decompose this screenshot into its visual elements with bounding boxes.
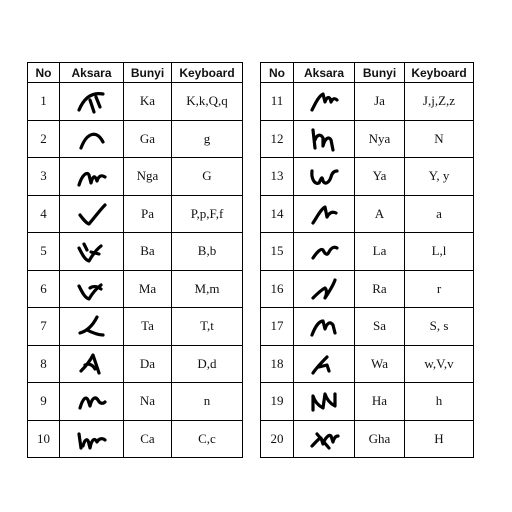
cell-bunyi: Ha bbox=[355, 383, 405, 421]
header-no: No bbox=[261, 63, 294, 83]
table-row bbox=[261, 345, 474, 383]
cell-keyboard: T,t bbox=[172, 308, 243, 346]
header-bunyi: Bunyi bbox=[124, 63, 172, 83]
aksara-ra-glyph bbox=[294, 270, 355, 308]
table-row bbox=[261, 120, 474, 158]
cell-keyboard: B,b bbox=[172, 233, 243, 271]
cell-no: 10 bbox=[28, 420, 60, 458]
header-row bbox=[28, 63, 243, 83]
cell-bunyi: Pa bbox=[124, 195, 172, 233]
cell-bunyi: Ca bbox=[124, 420, 172, 458]
header-no: No bbox=[28, 63, 60, 83]
header-aksara: Aksara bbox=[60, 63, 124, 83]
table-row bbox=[28, 420, 243, 458]
cell-no: 7 bbox=[28, 308, 60, 346]
cell-bunyi: A bbox=[355, 195, 405, 233]
table-row bbox=[28, 195, 243, 233]
cell-no: 17 bbox=[261, 308, 294, 346]
aksara-ma-glyph bbox=[60, 270, 124, 308]
table-row bbox=[28, 270, 243, 308]
cell-keyboard: g bbox=[172, 120, 243, 158]
aksara-ha-glyph bbox=[294, 383, 355, 421]
cell-bunyi: Ga bbox=[124, 120, 172, 158]
table-row bbox=[28, 233, 243, 271]
cell-keyboard: C,c bbox=[172, 420, 243, 458]
cell-keyboard: L,l bbox=[405, 233, 474, 271]
aksara-ja-glyph bbox=[294, 83, 355, 121]
cell-keyboard: w,V,v bbox=[405, 345, 474, 383]
aksara-pa-glyph bbox=[60, 195, 124, 233]
table-row bbox=[28, 345, 243, 383]
table-row bbox=[28, 383, 243, 421]
aksara-wa-glyph bbox=[294, 345, 355, 383]
cell-keyboard: N bbox=[405, 120, 474, 158]
cell-no: 1 bbox=[28, 83, 60, 121]
cell-keyboard: n bbox=[172, 383, 243, 421]
cell-bunyi: Da bbox=[124, 345, 172, 383]
cell-no: 12 bbox=[261, 120, 294, 158]
cell-no: 8 bbox=[28, 345, 60, 383]
cell-bunyi: Ma bbox=[124, 270, 172, 308]
aksara-ga-glyph bbox=[60, 120, 124, 158]
cell-keyboard: D,d bbox=[172, 345, 243, 383]
cell-no: 4 bbox=[28, 195, 60, 233]
cell-no: 16 bbox=[261, 270, 294, 308]
cell-keyboard: a bbox=[405, 195, 474, 233]
header-keyboard: Keyboard bbox=[172, 63, 243, 83]
cell-bunyi: Nga bbox=[124, 158, 172, 196]
cell-bunyi: Nya bbox=[355, 120, 405, 158]
cell-keyboard: K,k,Q,q bbox=[172, 83, 243, 121]
aksara-da-glyph bbox=[60, 345, 124, 383]
table-row bbox=[28, 158, 243, 196]
cell-bunyi: Na bbox=[124, 383, 172, 421]
aksara-gha-glyph bbox=[294, 420, 355, 458]
cell-no: 14 bbox=[261, 195, 294, 233]
table-row bbox=[261, 83, 474, 121]
aksara-la-glyph bbox=[294, 233, 355, 271]
table-row bbox=[28, 83, 243, 121]
aksara-na-glyph bbox=[60, 383, 124, 421]
cell-bunyi: Sa bbox=[355, 308, 405, 346]
cell-keyboard: S, s bbox=[405, 308, 474, 346]
cell-no: 15 bbox=[261, 233, 294, 271]
cell-no: 18 bbox=[261, 345, 294, 383]
table-row bbox=[261, 233, 474, 271]
header-aksara: Aksara bbox=[294, 63, 355, 83]
cell-keyboard: G bbox=[172, 158, 243, 196]
cell-bunyi: Wa bbox=[355, 345, 405, 383]
cell-bunyi: Ba bbox=[124, 233, 172, 271]
cell-no: 19 bbox=[261, 383, 294, 421]
aksara-ca-glyph bbox=[60, 420, 124, 458]
header-row bbox=[261, 63, 474, 83]
aksara-table-left bbox=[27, 62, 243, 458]
cell-bunyi: La bbox=[355, 233, 405, 271]
table-row bbox=[261, 420, 474, 458]
cell-keyboard: r bbox=[405, 270, 474, 308]
cell-no: 20 bbox=[261, 420, 294, 458]
cell-no: 13 bbox=[261, 158, 294, 196]
cell-keyboard: M,m bbox=[172, 270, 243, 308]
aksara-sa-glyph bbox=[294, 308, 355, 346]
cell-no: 5 bbox=[28, 233, 60, 271]
cell-no: 2 bbox=[28, 120, 60, 158]
cell-keyboard: J,j,Z,z bbox=[405, 83, 474, 121]
aksara-ya-glyph bbox=[294, 158, 355, 196]
aksara-a-glyph bbox=[294, 195, 355, 233]
cell-bunyi: Ja bbox=[355, 83, 405, 121]
aksara-nga-glyph bbox=[60, 158, 124, 196]
table-row bbox=[261, 270, 474, 308]
cell-bunyi: Ta bbox=[124, 308, 172, 346]
aksara-ta-glyph bbox=[60, 308, 124, 346]
table-row bbox=[28, 308, 243, 346]
table-row bbox=[261, 158, 474, 196]
cell-keyboard: H bbox=[405, 420, 474, 458]
header-keyboard: Keyboard bbox=[405, 63, 474, 83]
cell-no: 6 bbox=[28, 270, 60, 308]
cell-keyboard: P,p,F,f bbox=[172, 195, 243, 233]
cell-bunyi: Ra bbox=[355, 270, 405, 308]
cell-bunyi: Gha bbox=[355, 420, 405, 458]
cell-no: 3 bbox=[28, 158, 60, 196]
cell-no: 11 bbox=[261, 83, 294, 121]
cell-keyboard: Y, y bbox=[405, 158, 474, 196]
cell-bunyi: Ya bbox=[355, 158, 405, 196]
cell-no: 9 bbox=[28, 383, 60, 421]
header-bunyi: Bunyi bbox=[355, 63, 405, 83]
table-row bbox=[28, 120, 243, 158]
aksara-nya-glyph bbox=[294, 120, 355, 158]
cell-bunyi: Ka bbox=[124, 83, 172, 121]
table-row bbox=[261, 308, 474, 346]
cell-keyboard: h bbox=[405, 383, 474, 421]
table-row bbox=[261, 383, 474, 421]
aksara-ka-glyph bbox=[60, 83, 124, 121]
aksara-table-right bbox=[260, 62, 474, 458]
table-row bbox=[261, 195, 474, 233]
aksara-ba-glyph bbox=[60, 233, 124, 271]
